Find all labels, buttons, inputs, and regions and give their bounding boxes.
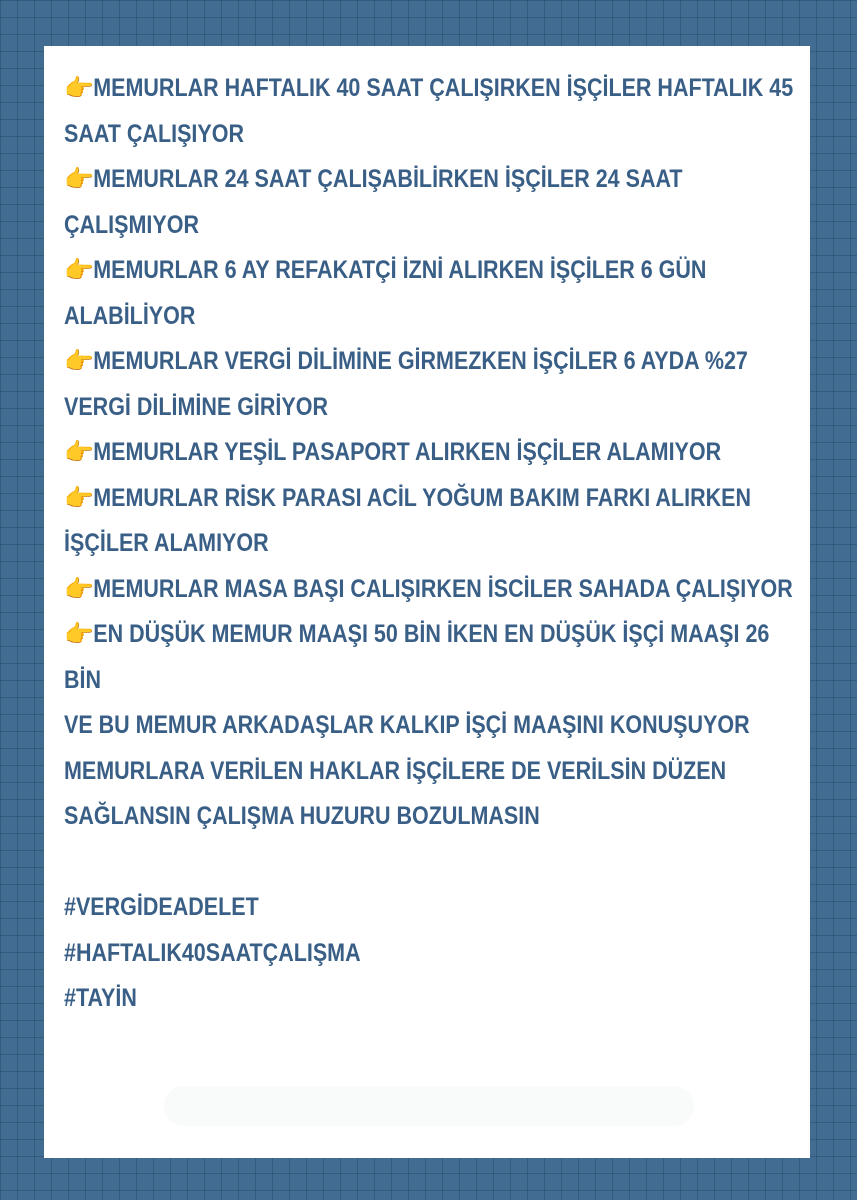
spacer — [64, 840, 812, 886]
post-text — [64, 66, 812, 1022]
pointing-hand-icon: 👉 — [64, 574, 94, 603]
pointing-hand-icon: 👉 — [64, 165, 94, 193]
bullet-line: 👉MEMURLAR 24 SAAT ÇALIŞABİLİRKEN İŞÇİLER 24 SAAT — [64, 157, 812, 203]
closing-line: VE BU MEMUR ARKADAŞLAR KALKIP İŞÇİ MAAŞINI KONUŞUYOR — [64, 711, 750, 739]
faded-watermark — [164, 1086, 694, 1126]
bullet-line-continued: ÇALIŞMIYOR — [64, 210, 199, 239]
hashtag: #HAFTALIK40SAATÇALIŞMA — [64, 938, 361, 967]
bullet-line-continued: İŞÇİLER ALAMIYOR — [64, 529, 269, 557]
hashtag: #VERGİDEADELET — [64, 893, 259, 921]
bullet-line: 👉MEMURLAR VERGİ DİLİMİNE GİRMEZKEN İŞÇİLER 6 AYDA %27 — [64, 339, 812, 385]
bullet-line-continued: SAAT ÇALIŞIYOR — [64, 119, 244, 148]
pointing-hand-icon: 👉 — [64, 438, 94, 466]
pointing-hand-icon: 👉 — [64, 256, 94, 284]
bullet-line: 👉MEMURLAR RİSK PARASI ACİL YOĞUM BAKIM FARKI ALIRKEN — [64, 476, 812, 522]
bullet-line: 👉MEMURLAR MASA BAŞI CALIŞIRKEN İSCİLER SAHADA ÇALIŞIYOR — [64, 567, 812, 613]
hashtag: #TAYİN — [64, 984, 137, 1012]
bullet-line: 👉MEMURLAR 6 AY REFAKATÇİ İZNİ ALIRKEN İŞÇİLER 6 GÜN — [64, 248, 812, 294]
pointing-hand-icon: 👉 — [64, 483, 94, 512]
closing-line: MEMURLARA VERİLEN HAKLAR İŞÇİLERE DE VERİLSİN DÜZEN — [64, 756, 727, 785]
post-card — [44, 46, 810, 1158]
bullet-line: 👉MEMURLAR HAFTALIK 40 SAAT ÇALIŞIRKEN İŞÇİLER HAFTALIK 45 — [64, 66, 812, 112]
bullet-line-continued: VERGİ DİLİMİNE GİRİYOR — [64, 392, 329, 421]
bullet-line-continued: BİN — [64, 665, 102, 694]
bullet-line: 👉MEMURLAR YEŞİL PASAPORT ALIRKEN İŞÇİLER ALAMIYOR — [64, 430, 812, 476]
pointing-hand-icon: 👉 — [64, 620, 94, 648]
pointing-hand-icon: 👉 — [64, 347, 94, 375]
closing-line: SAĞLANSIN ÇALIŞMA HUZURU BOZULMASIN — [64, 802, 540, 830]
pointing-hand-icon: 👉 — [64, 74, 94, 102]
bullet-line: 👉EN DÜŞÜK MEMUR MAAŞI 50 BİN İKEN EN DÜŞÜK İŞÇİ MAAŞI 26 — [64, 612, 812, 658]
bullet-line-continued: ALABİLİYOR — [64, 301, 196, 330]
